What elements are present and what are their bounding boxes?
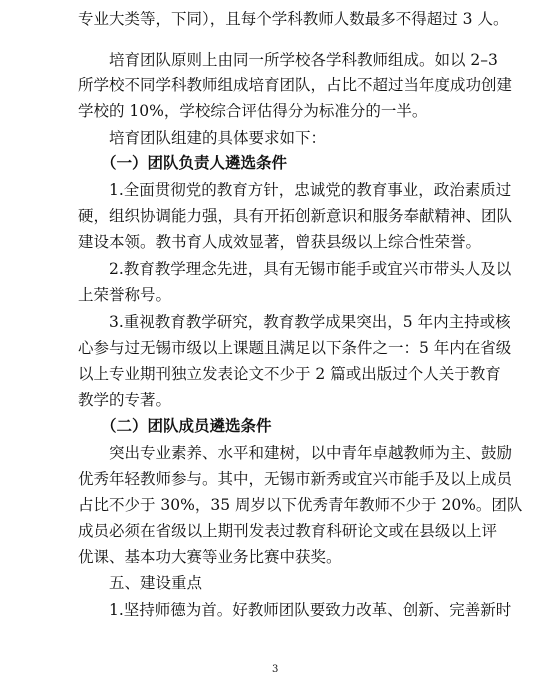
section-heading: （一）团队负责人遴选条件 — [101, 153, 288, 172]
text-line: 以上专业期刊独立发表论文不少于 2 篇或出版过个人关于教育 — [78, 365, 501, 383]
text-line: 优秀年轻教师参与。其中，无锡市新秀或宜兴市能手及以上成员 — [78, 470, 513, 488]
text-line: 1.坚持师德为首。好教师团队要致力改革、创新、完善新时 — [109, 601, 512, 619]
text-line: 优课、基本功大赛等业务比赛中获奖。 — [78, 548, 342, 566]
section-heading: 五、建设重点 — [109, 574, 203, 592]
text-line: 1.全面贯彻党的教育方针，忠诚党的教育事业，政治素质过 — [109, 181, 512, 199]
page-number: 3 — [272, 664, 279, 675]
text-line: 3.重视教育教学研究，教育教学成果突出，5 年内主持或核 — [109, 313, 511, 331]
text-line: 建设本领。教书育人成效显著，曾获县级以上综合性荣誉。 — [78, 233, 482, 251]
text-line: 所学校不同学科教师组成培育团队，占比不超过当年度成功创建 — [78, 76, 513, 94]
text-line: 专业大类等，下同），且每个学科教师人数最多不得超过 3 人。 — [78, 10, 509, 28]
text-line: 占比不少于 30%，35 周岁以下优秀青年教师不少于 20%。团队 — [78, 496, 523, 514]
section-heading: （二）团队成员遴选条件 — [101, 416, 272, 435]
text-line: 上荣誉称号。 — [78, 286, 172, 304]
text-line: 培育团队原则上由同一所学校各学科教师组成。如以 2–3 — [109, 51, 498, 69]
text-line: 教学的专著。 — [78, 391, 172, 409]
text-line: 2.教育教学理念先进，具有无锡市能手或宜兴市带头人及以 — [109, 260, 512, 278]
text-line: 学校的 10%，学校综合评估得分为标准分的一半。 — [78, 102, 428, 120]
text-line: 成员必须在省级以上期刊发表过教育科研论文或在县级以上评 — [78, 522, 497, 540]
text-line: 突出专业素养、水平和建树，以中青年卓越教师为主、鼓励 — [109, 444, 513, 462]
text-line: 心参与过无锡市级以上课题且满足以下条件之一：5 年内在省级 — [78, 339, 512, 357]
text-line: 培育团队组建的具体要求如下： — [109, 129, 327, 147]
text-line: 硬，组织协调能力强，具有开拓创新意识和服务奉献精神、团队 — [78, 207, 513, 225]
